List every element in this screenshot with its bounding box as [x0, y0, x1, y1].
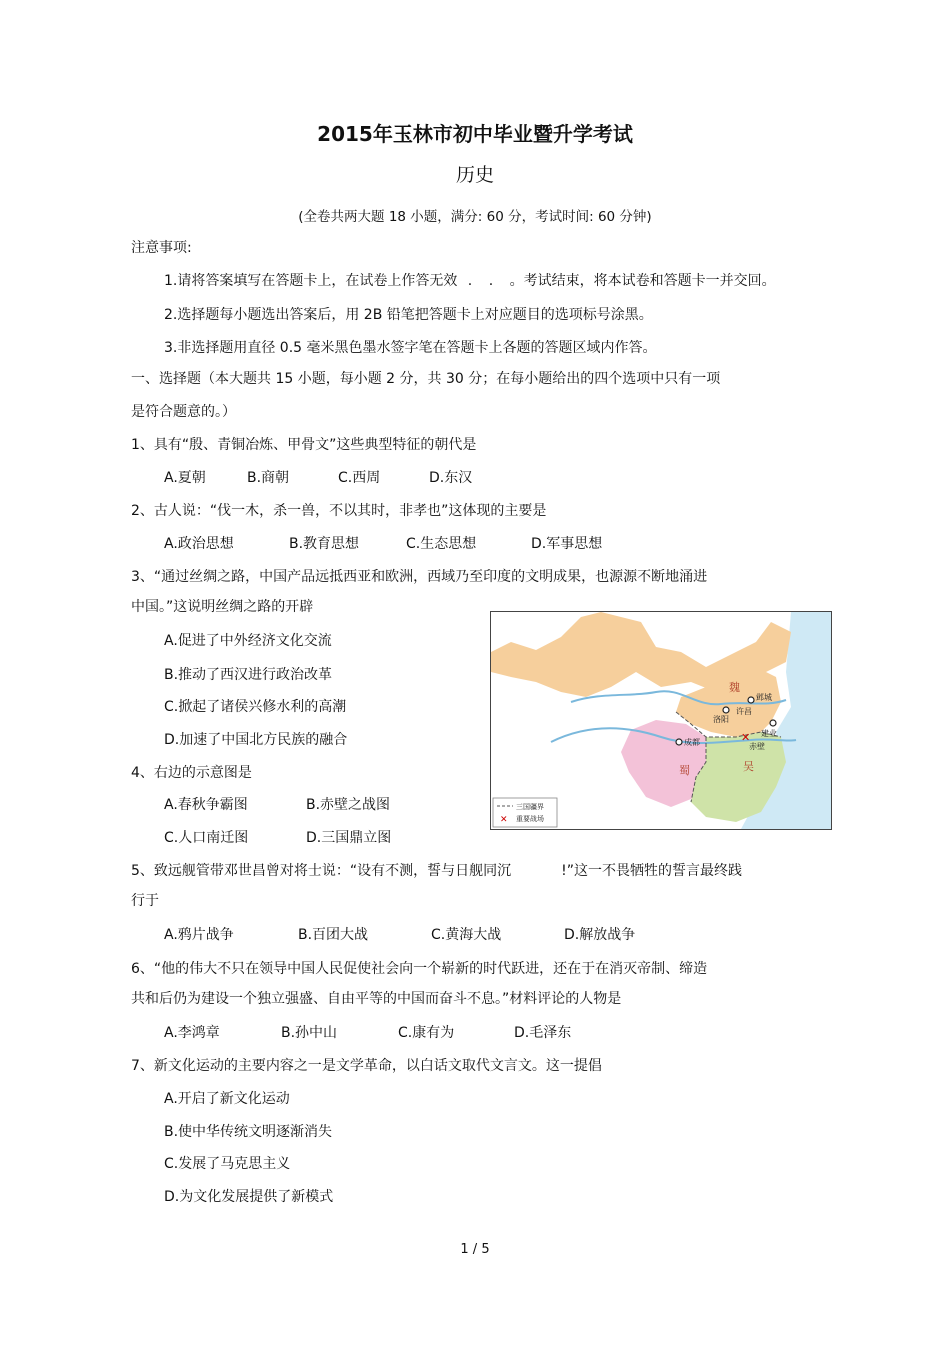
question-6: 6、“他的伟大不只在领导中国人民促使社会向一个崭新的时代跃进，还在于在消灭帝制、缔造 — [131, 961, 708, 977]
q7-option-a: A.开启了新文化运动 — [164, 1091, 290, 1107]
chibi-label: 赤壁 — [749, 742, 765, 751]
page-title: 2015年玉林市初中毕业暨升学考试 — [317, 122, 633, 146]
three-kingdoms-map — [490, 611, 832, 830]
luoyang-marker — [723, 707, 729, 713]
chengdu-label: 成都 — [684, 738, 700, 747]
q4-option-b: B.赤壁之战图 — [306, 797, 391, 813]
q6-option-a: A.李鸿章 — [164, 1025, 220, 1041]
section-heading-1: 一、选择题（本大题共 15 小题，每小题 2 分，共 30 分；在每小题给出的四个选项中只有一项 — [131, 371, 721, 387]
q5-option-a: A.鸦片战争 — [164, 927, 234, 943]
chibi-battle-icon: ✕ — [741, 731, 751, 744]
q2-option-c: C.生态思想 — [406, 536, 477, 552]
q7-option-d: D.为文化发展提供了新模式 — [164, 1189, 334, 1205]
question-5-cont: 行于 — [131, 893, 159, 909]
notice-item-3: 3.非选择题用直径 0.5 毫米黑色墨水签字笔在答题卡上各题的答题区域内作答。 — [164, 340, 657, 356]
yecheng-label: 邺城 — [756, 693, 772, 702]
q7-option-b: B.使中华传统文明逐渐消失 — [164, 1124, 333, 1140]
q6-option-b: B.孙中山 — [281, 1025, 338, 1041]
shu-label: 蜀 — [679, 764, 690, 777]
question-6-cont: 共和后仍为建设一个独立强盛、自由平等的中国而奋斗不息。”材料评论的人物是 — [131, 991, 622, 1007]
luoyang-label: 洛阳 — [713, 715, 729, 724]
map-svg — [491, 612, 831, 829]
page-number: 1 / 5 — [460, 1242, 490, 1257]
emphasis-dots: . . — [457, 273, 510, 289]
subject-title: 历史 — [455, 164, 494, 186]
notice-item-1 — [164, 270, 776, 290]
q1-option-c: C.西周 — [338, 470, 381, 486]
q5-option-b: B.百团大战 — [298, 927, 369, 943]
section-heading-2: 是符合题意的。） — [131, 404, 236, 420]
q3-option-d: D.加速了中国北方民族的融合 — [164, 732, 348, 748]
question-1: 1、具有“殷、青铜冶炼、甲骨文”这些典型特征的朝代是 — [131, 437, 477, 453]
q1-option-b: B.商朝 — [247, 470, 290, 486]
chengdu-marker — [676, 739, 682, 745]
wu-label: 吴 — [743, 760, 754, 773]
question-4: 4、右边的示意图是 — [131, 765, 252, 781]
question-3: 3、“通过丝绸之路，中国产品远抵西亚和欧洲，西域乃至印度的文明成果，也源源不断地涌进 — [131, 569, 708, 585]
q4-option-a: A.春秋争霸图 — [164, 797, 248, 813]
q6-option-c: C.康有为 — [398, 1025, 455, 1041]
q7-option-c: C.发展了马克思主义 — [164, 1156, 291, 1172]
exam-info: (全卷共两大题 18 小题，满分: 60 分，考试时间: 60 分钟) — [298, 209, 652, 225]
notice-item-1a: 1.请将答案填写在答题卡上，在试卷上作答无效 — [164, 273, 458, 289]
question-7: 7、新文化运动的主要内容之一是文学革命，以白话文取代文言文。这一提倡 — [131, 1058, 602, 1074]
question-5-a: 5、致远舰管带邓世昌曾对将士说：“设有不测，誓与日舰同沉 — [131, 863, 512, 879]
xuchang-label: 许昌 — [736, 707, 752, 716]
q4-option-d: D.三国鼎立图 — [306, 830, 392, 846]
legend-battle-label: 重要战场 — [516, 815, 544, 823]
notice-heading: 注意事项: — [131, 240, 192, 256]
q3-option-b: B.推动了西汉进行政治改革 — [164, 667, 333, 683]
wei-label: 魏 — [729, 681, 740, 694]
jianye-label: 建业 — [761, 729, 777, 738]
q3-option-a: A.促进了中外经济文化交流 — [164, 633, 332, 649]
question-3-cont: 中国。”这说明丝绸之路的开辟 — [131, 599, 314, 615]
jianye-marker — [770, 720, 776, 726]
question-5 — [131, 860, 742, 880]
yecheng-marker — [748, 697, 754, 703]
q5-option-c: C.黄海大战 — [431, 927, 502, 943]
q2-option-a: A.政治思想 — [164, 536, 234, 552]
legend-battle-icon: ✕ — [500, 815, 508, 825]
question-5-b: !”这一不畏牺牲的誓言最终践 — [561, 863, 743, 879]
q4-option-c: C.人口南迁图 — [164, 830, 249, 846]
q6-option-d: D.毛泽东 — [514, 1025, 572, 1041]
q1-option-a: A.夏朝 — [164, 470, 206, 486]
q2-option-d: D.军事思想 — [531, 536, 603, 552]
q5-option-d: D.解放战争 — [564, 927, 636, 943]
q3-option-c: C.掀起了诸侯兴修水利的高潮 — [164, 699, 347, 715]
legend-border-label: 三国疆界 — [516, 803, 544, 811]
question-2: 2、古人说：“伐一木，杀一兽，不以其时，非孝也”这体现的主要是 — [131, 503, 547, 519]
notice-item-2: 2.选择题每小题选出答案后，用 2B 铅笔把答题卡上对应题目的选项标号涂黑。 — [164, 307, 653, 323]
q2-option-b: B.教育思想 — [289, 536, 360, 552]
notice-item-1b: 。考试结束，将本试卷和答题卡一并交回。 — [509, 273, 776, 289]
q1-option-d: D.东汉 — [429, 470, 473, 486]
